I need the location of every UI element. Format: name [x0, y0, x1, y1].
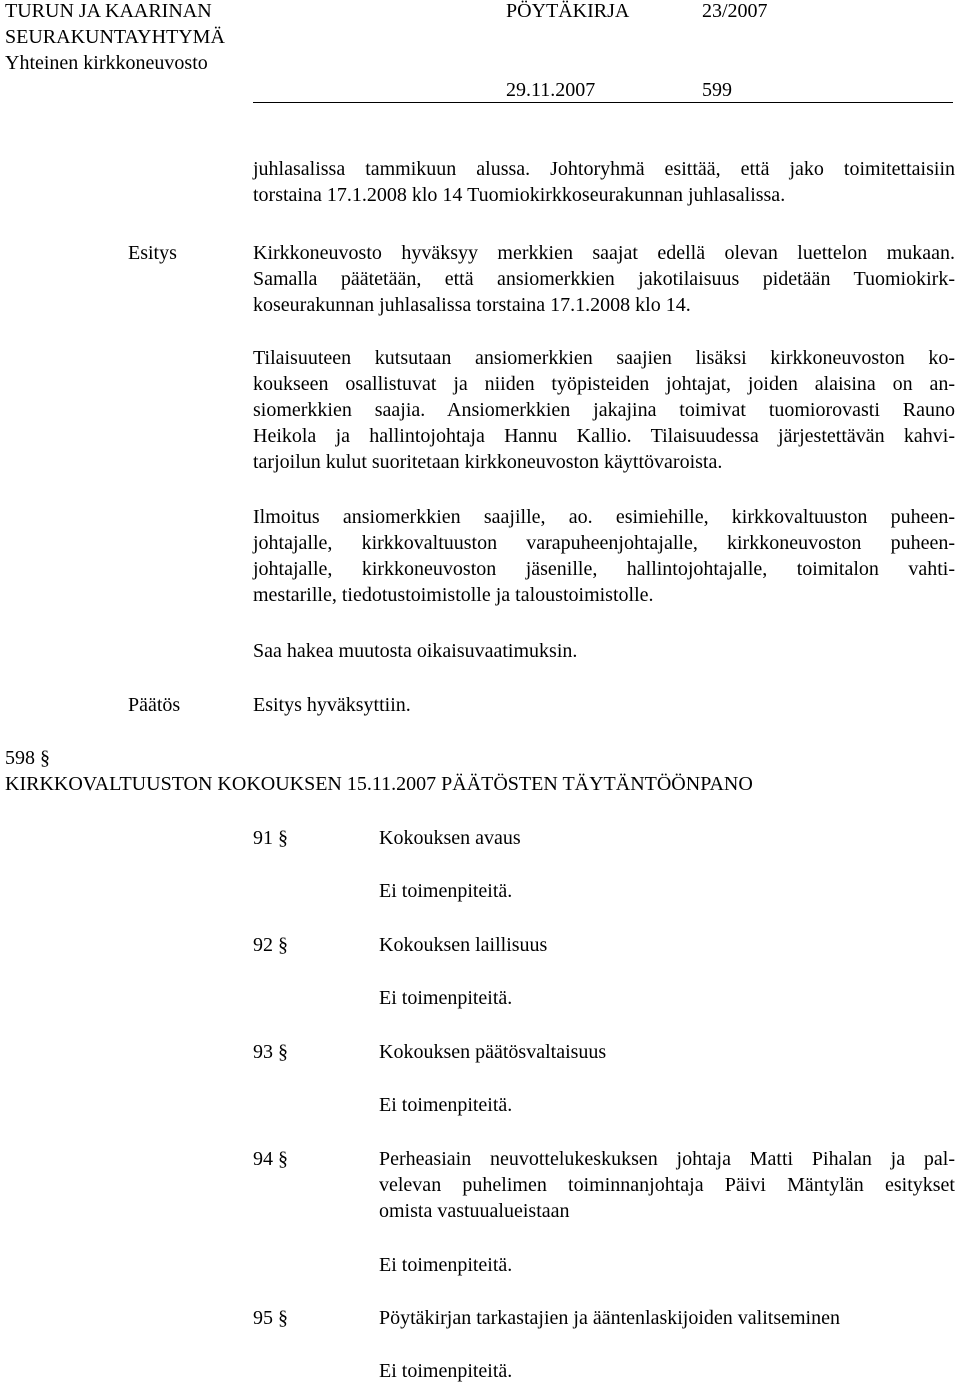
item-action: Ei toimenpiteitä.: [379, 880, 513, 902]
item-title: Perheasiain neuvottelukeskuksen johtaja Matti Pihalan ja pal-: [379, 1148, 955, 1170]
proposal-label: Esitys: [128, 242, 177, 264]
organization-name-line1: TURUN JA KAARINAN: [5, 0, 212, 22]
section-number: 598 §: [5, 747, 50, 769]
text-line: tarjoilun kulut suoritetaan kirkkoneuvoston käyttövaroista.: [253, 451, 723, 473]
section-title: KIRKKOVALTUUSTON KOKOUKSEN 15.11.2007 PÄÄTÖSTEN TÄYTÄNTÖÖNPANO: [5, 773, 753, 795]
organization-body: Yhteinen kirkkoneuvosto: [5, 52, 208, 74]
header-divider: [253, 102, 953, 103]
item-number: 94 §: [253, 1148, 288, 1170]
organization-name-line2: SEURAKUNTAYHTYMÄ: [5, 26, 225, 48]
item-title: Kokouksen avaus: [379, 827, 521, 849]
item-number: 91 §: [253, 827, 288, 849]
item-action: Ei toimenpiteitä.: [379, 987, 513, 1009]
text-line: johtajalle, kirkkoneuvoston jäsenille, hallintojohtajalle, toimitalon vahti-: [253, 558, 955, 580]
text-line: Saa hakea muutosta oikaisuvaatimuksin.: [253, 640, 578, 662]
item-number: 93 §: [253, 1041, 288, 1063]
text-line: koseurakunnan juhlasalissa torstaina 17.1.2008 klo 14.: [253, 294, 691, 316]
text-line: torstaina 17.1.2008 klo 14 Tuomiokirkkoseurakunnan juhlasalissa.: [253, 184, 786, 206]
text-line: siomerkkien saajia. Ansiomerkkien jakajina toimivat tuomiorovasti Rauno: [253, 399, 955, 421]
text-line: Ilmoitus ansiomerkkien saajille, ao. esimiehille, kirkkovaltuuston puheen-: [253, 506, 955, 528]
item-action: Ei toimenpiteitä.: [379, 1360, 513, 1382]
text-line: Samalla päätetään, että ansiomerkkien jakotilaisuus pidetään Tuomiokirk-: [253, 268, 955, 290]
decision-label: Päätös: [128, 694, 181, 716]
text-line: Heikola ja hallintojohtaja Hannu Kallio. Tilaisuudessa järjestettävän kahvi-: [253, 425, 955, 447]
text-line: mestarille, tiedotustoimistolle ja taloustoimistolle.: [253, 584, 654, 606]
text-line: Tilaisuuteen kutsutaan ansiomerkkien saajien lisäksi kirkkoneuvoston ko-: [253, 347, 955, 369]
decision-text: Esitys hyväksyttiin.: [253, 694, 411, 716]
meeting-date: 29.11.2007: [506, 79, 596, 101]
item-number: 95 §: [253, 1307, 288, 1329]
text-line: juhlasalissa tammikuun alussa. Johtoryhmä esittää, että jako toimitettaisiin: [253, 158, 955, 180]
item-title: velevan puhelimen toiminnanjohtaja Päivi Mäntylän esitykset: [379, 1174, 955, 1196]
item-action: Ei toimenpiteitä.: [379, 1094, 513, 1116]
text-line: koukseen osallistuvat ja niiden työpisteiden johtajat, joiden alaisina on an-: [253, 373, 955, 395]
item-title: Kokouksen päätösvaltaisuus: [379, 1041, 607, 1063]
text-line: johtajalle, kirkkovaltuuston varapuheenjohtajalle, kirkkoneuvoston puheen-: [253, 532, 955, 554]
item-action: Ei toimenpiteitä.: [379, 1254, 513, 1276]
item-number: 92 §: [253, 934, 288, 956]
document-type: PÖYTÄKIRJA: [506, 0, 630, 22]
item-title: omista vastuualueistaan: [379, 1200, 570, 1222]
item-title: Kokouksen laillisuus: [379, 934, 548, 956]
page-number: 599: [702, 79, 732, 101]
document-number: 23/2007: [702, 0, 768, 22]
item-title: Pöytäkirjan tarkastajien ja ääntenlaskijoiden valitseminen: [379, 1307, 840, 1329]
text-line: Kirkkoneuvosto hyväksyy merkkien saajat edellä olevan luettelon mukaan.: [253, 242, 955, 264]
